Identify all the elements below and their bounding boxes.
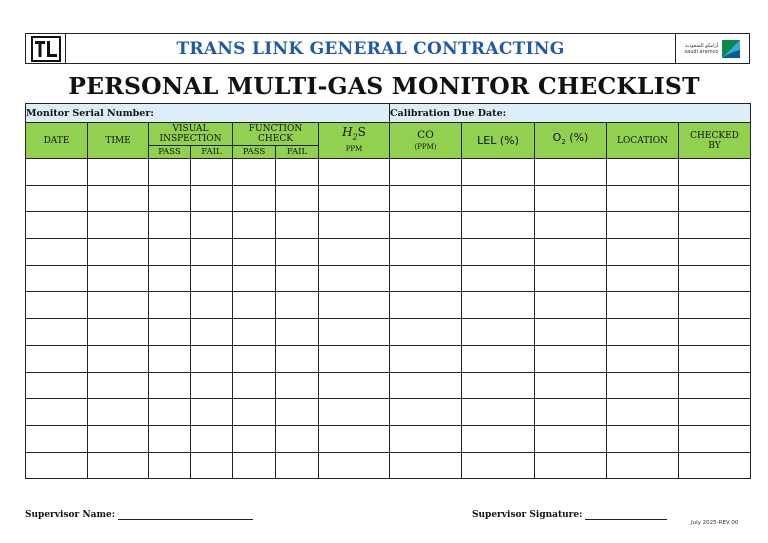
table-row <box>26 239 751 266</box>
table-cell[interactable] <box>26 212 88 239</box>
table-cell[interactable] <box>607 319 679 346</box>
table-cell[interactable] <box>233 292 276 319</box>
h2s-label: $H_2S$ <box>342 125 366 142</box>
table-cell[interactable] <box>149 372 191 399</box>
table-cell[interactable] <box>390 345 462 372</box>
table-cell[interactable] <box>679 345 751 372</box>
table-cell[interactable] <box>88 265 149 292</box>
table-cell[interactable] <box>26 239 88 266</box>
table-cell[interactable] <box>276 425 319 452</box>
table-cell[interactable] <box>233 399 276 426</box>
table-cell[interactable] <box>319 265 390 292</box>
table-cell[interactable] <box>319 159 390 186</box>
table-cell[interactable] <box>149 265 191 292</box>
table-row <box>26 399 751 426</box>
table-row <box>26 185 751 212</box>
table-cell[interactable] <box>607 372 679 399</box>
table-cell[interactable] <box>679 185 751 212</box>
table-cell[interactable] <box>462 292 535 319</box>
table-cell[interactable] <box>276 372 319 399</box>
table-row <box>26 452 751 479</box>
table-cell[interactable] <box>191 425 233 452</box>
table-cell[interactable] <box>233 425 276 452</box>
table-cell[interactable] <box>233 212 276 239</box>
table-cell[interactable] <box>276 452 319 479</box>
revision-label: July 2025-REV 00 <box>691 520 739 526</box>
table-cell[interactable] <box>462 345 535 372</box>
col-checked-by <box>679 123 751 159</box>
col-co <box>390 123 462 159</box>
col-h2s <box>319 123 390 159</box>
table-cell[interactable] <box>462 185 535 212</box>
table-cell[interactable] <box>88 292 149 319</box>
visual-label-2: INSPECTION <box>159 134 222 144</box>
table-cell[interactable] <box>535 345 607 372</box>
table-cell[interactable] <box>319 372 390 399</box>
header-row-1 <box>26 123 751 146</box>
table-cell[interactable] <box>679 239 751 266</box>
col-visual-pass: PASS <box>149 146 191 159</box>
col-date: DATE <box>26 123 88 159</box>
aramco-english-text: saudi aramco <box>684 48 719 55</box>
table-cell[interactable] <box>535 159 607 186</box>
table-cell[interactable] <box>276 159 319 186</box>
table-cell[interactable] <box>535 212 607 239</box>
checked-label-1: CHECKED <box>690 130 739 141</box>
table-cell[interactable] <box>319 319 390 346</box>
table-cell[interactable] <box>88 399 149 426</box>
table-cell[interactable] <box>679 319 751 346</box>
table-cell[interactable] <box>462 265 535 292</box>
supervisor-signature-label: Supervisor Signature: <box>472 510 583 520</box>
table-cell[interactable] <box>233 239 276 266</box>
table-cell[interactable] <box>679 265 751 292</box>
aramco-emblem-icon <box>722 40 740 58</box>
table-cell[interactable] <box>88 425 149 452</box>
table-cell[interactable] <box>462 319 535 346</box>
table-cell[interactable] <box>535 452 607 479</box>
table-cell[interactable] <box>390 292 462 319</box>
supervisor-signature-line[interactable] <box>585 510 667 520</box>
table-cell[interactable] <box>276 212 319 239</box>
table-cell[interactable] <box>679 159 751 186</box>
table-cell[interactable] <box>462 212 535 239</box>
table-cell[interactable] <box>462 452 535 479</box>
table-cell[interactable] <box>607 452 679 479</box>
table-cell[interactable] <box>26 319 88 346</box>
table-row <box>26 292 751 319</box>
table-cell[interactable] <box>607 159 679 186</box>
table-cell[interactable] <box>149 425 191 452</box>
table-cell[interactable] <box>26 185 88 212</box>
table-cell[interactable] <box>535 292 607 319</box>
col-visual-inspection <box>149 123 233 146</box>
table-cell[interactable] <box>462 159 535 186</box>
table-cell[interactable] <box>319 292 390 319</box>
h2s-unit: PPM <box>345 144 363 153</box>
table-cell[interactable] <box>319 345 390 372</box>
supervisor-name-section <box>25 510 253 520</box>
table-cell[interactable] <box>535 319 607 346</box>
table-cell[interactable] <box>276 399 319 426</box>
table-row <box>26 319 751 346</box>
table-cell[interactable] <box>390 452 462 479</box>
table-cell[interactable] <box>149 159 191 186</box>
table-cell[interactable] <box>276 292 319 319</box>
table-cell[interactable] <box>191 319 233 346</box>
saudi-aramco-logo <box>675 34 749 63</box>
company-name: TRANS LINK GENERAL CONTRACTING <box>176 38 565 59</box>
table-cell[interactable] <box>191 345 233 372</box>
table-cell[interactable] <box>390 159 462 186</box>
table-cell[interactable] <box>390 319 462 346</box>
col-time: TIME <box>88 123 149 159</box>
table-cell[interactable] <box>276 345 319 372</box>
table-cell[interactable] <box>462 372 535 399</box>
table-cell[interactable] <box>607 185 679 212</box>
function-label-1: FUNCTION <box>248 124 303 134</box>
table-cell[interactable] <box>191 372 233 399</box>
table-cell[interactable] <box>191 399 233 426</box>
table-cell[interactable] <box>390 372 462 399</box>
table-cell[interactable] <box>26 372 88 399</box>
col-visual-fail: FAIL <box>191 146 233 159</box>
table-cell[interactable] <box>607 292 679 319</box>
table-cell[interactable] <box>26 425 88 452</box>
table-cell[interactable] <box>462 399 535 426</box>
table-cell[interactable] <box>149 399 191 426</box>
table-cell[interactable] <box>462 425 535 452</box>
table-cell[interactable] <box>191 292 233 319</box>
table-cell[interactable] <box>88 372 149 399</box>
table-cell[interactable] <box>88 319 149 346</box>
table-cell[interactable] <box>233 265 276 292</box>
table-cell[interactable] <box>26 265 88 292</box>
table-cell[interactable] <box>149 185 191 212</box>
table-cell[interactable] <box>88 212 149 239</box>
table-cell[interactable] <box>88 159 149 186</box>
table-cell[interactable] <box>607 212 679 239</box>
table-cell[interactable] <box>191 265 233 292</box>
table-cell[interactable] <box>88 452 149 479</box>
col-location: LOCATION <box>607 123 679 159</box>
table-cell[interactable] <box>149 345 191 372</box>
table-cell[interactable] <box>319 452 390 479</box>
table-cell[interactable] <box>679 212 751 239</box>
supervisor-name-label: Supervisor Name: <box>25 510 116 520</box>
table-cell[interactable] <box>191 159 233 186</box>
table-cell[interactable] <box>679 425 751 452</box>
table-cell[interactable] <box>191 185 233 212</box>
table-cell[interactable] <box>149 319 191 346</box>
table-cell[interactable] <box>390 265 462 292</box>
table-cell[interactable] <box>390 425 462 452</box>
table-cell[interactable] <box>679 372 751 399</box>
supervisor-signature-section <box>472 510 667 520</box>
page-title: PERSONAL MULTI-GAS MONITOR CHECKLIST <box>68 72 700 100</box>
table-cell[interactable] <box>149 212 191 239</box>
table-cell[interactable] <box>319 185 390 212</box>
table-row <box>26 345 751 372</box>
table-cell[interactable] <box>319 239 390 266</box>
table-cell[interactable] <box>535 265 607 292</box>
table-cell[interactable] <box>390 212 462 239</box>
table-cell[interactable] <box>390 239 462 266</box>
table-cell[interactable] <box>233 159 276 186</box>
table-cell[interactable] <box>276 239 319 266</box>
table-cell[interactable] <box>607 425 679 452</box>
table-cell[interactable] <box>88 185 149 212</box>
table-cell[interactable] <box>233 452 276 479</box>
table-cell[interactable] <box>607 265 679 292</box>
info-row <box>26 104 751 123</box>
table-cell[interactable] <box>26 159 88 186</box>
table-cell[interactable] <box>26 292 88 319</box>
table-cell[interactable] <box>607 399 679 426</box>
table-cell[interactable] <box>535 185 607 212</box>
tl-monogram-logo <box>26 34 66 63</box>
table-cell[interactable] <box>88 345 149 372</box>
table-cell[interactable] <box>191 212 233 239</box>
co-unit: (PPM) <box>414 142 437 151</box>
table-cell[interactable] <box>319 212 390 239</box>
table-cell[interactable] <box>535 239 607 266</box>
col-lel: LEL (%) <box>462 123 535 159</box>
table-cell[interactable] <box>26 399 88 426</box>
table-row <box>26 425 751 452</box>
table-row <box>26 265 751 292</box>
table-cell[interactable] <box>679 292 751 319</box>
col-function-check <box>233 123 319 146</box>
table-cell[interactable] <box>319 399 390 426</box>
visual-label-1: VISUAL <box>172 124 209 134</box>
table-row <box>26 159 751 186</box>
table-cell[interactable] <box>149 239 191 266</box>
table-cell[interactable] <box>233 372 276 399</box>
table-cell[interactable] <box>679 452 751 479</box>
document-header <box>25 33 750 64</box>
table-cell[interactable] <box>233 345 276 372</box>
checklist-rows <box>26 159 751 479</box>
calibration-date-field[interactable]: Calibration Due Date: <box>390 104 751 123</box>
table-row <box>26 372 751 399</box>
table-cell[interactable] <box>233 319 276 346</box>
table-cell[interactable] <box>191 452 233 479</box>
table-cell[interactable] <box>191 239 233 266</box>
col-function-pass: PASS <box>233 146 276 159</box>
col-o2: $O_2$ (%) <box>535 123 607 159</box>
checklist-table <box>25 103 751 479</box>
table-cell[interactable] <box>276 319 319 346</box>
table-cell[interactable] <box>390 185 462 212</box>
col-function-fail: FAIL <box>276 146 319 159</box>
table-cell[interactable] <box>607 345 679 372</box>
table-cell[interactable] <box>535 425 607 452</box>
co-label: CO <box>417 128 434 141</box>
serial-number-field[interactable]: Monitor Serial Number: <box>26 104 390 123</box>
table-cell[interactable] <box>26 452 88 479</box>
aramco-logo-text <box>685 43 719 55</box>
tl-logo-icon <box>31 36 61 62</box>
table-cell[interactable] <box>233 185 276 212</box>
table-cell[interactable] <box>149 452 191 479</box>
table-cell[interactable] <box>535 372 607 399</box>
checked-label-2: BY <box>708 140 721 151</box>
table-cell[interactable] <box>679 399 751 426</box>
aramco-arabic-text: أرامكو السعودية <box>684 42 719 49</box>
table-cell[interactable] <box>462 239 535 266</box>
table-cell[interactable] <box>26 345 88 372</box>
table-cell[interactable] <box>535 399 607 426</box>
table-row <box>26 212 751 239</box>
table-cell[interactable] <box>149 292 191 319</box>
table-cell[interactable] <box>88 239 149 266</box>
function-label-2: CHECK <box>258 134 293 144</box>
supervisor-name-line[interactable] <box>118 510 253 520</box>
table-cell[interactable] <box>276 265 319 292</box>
table-cell[interactable] <box>319 425 390 452</box>
table-cell[interactable] <box>276 185 319 212</box>
table-cell[interactable] <box>390 399 462 426</box>
table-cell[interactable] <box>607 239 679 266</box>
